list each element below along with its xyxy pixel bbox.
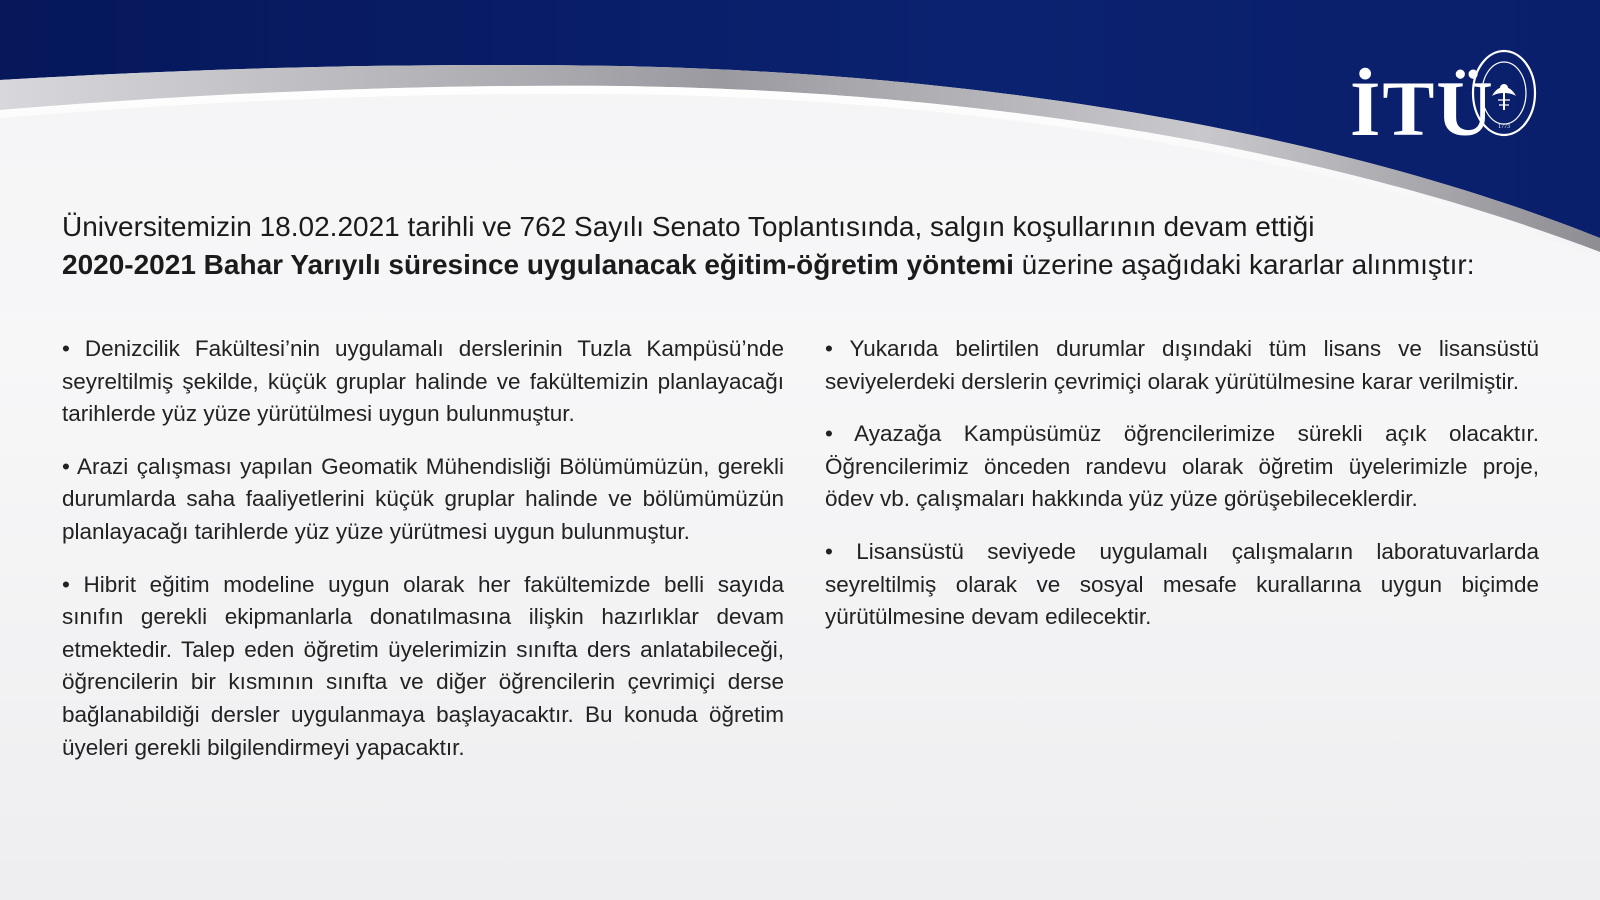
- intro-paragraph: [62, 208, 1562, 284]
- list-item: • Yukarıda belirtilen durumlar dışındaki tüm lisans ve lisansüstü seviyelerdeki derslerin çevrimiçi olarak yürütülmesine karar verilmiştir.: [825, 336, 1539, 394]
- list-item: • Denizcilik Fakültesi’nin uygulamalı derslerinin Tuzla Kampüsü’nde seyreltilmiş şekilde, küçük gruplar halinde ve fakültemizin planlayacağı tarihlerde yüz yüze yürütülmesi uygun bulunmuştur.: [62, 336, 784, 427]
- list-item: • Lisansüstü seviyede uygulamalı çalışmaların laboratuvarlarda seyreltilmiş olarak ve sosyal mesafe kurallarına uygun biçimde yürütülmesine devam edilecektir.: [825, 538, 1539, 630]
- intro-bold-text: 2020-2021 Bahar Yarıyılı süresince uygulanacak eğitim-öğretim yöntemi: [62, 249, 1014, 280]
- list-item: • Arazi çalışması yapılan Geomatik Mühendisliği Bölümümüzün, gerekli durumlarda saha faaliyetlerini küçük gruplar halinde ve bölümümüzün planlayacağı tarihlerde yüz yüze yürütmesi uygun bulunmuştur.: [62, 453, 784, 544]
- list-item: • Ayazağa Kampüsümüz öğrencilerimize sürekli açık olacaktır. Öğrencilerimiz önceden randevu olarak öğretim üyelerimizle proje, ödev vb. çalışmaları hakkında yüz yüze görüşebileceklerdir.: [825, 421, 1539, 512]
- university-seal-icon: [1470, 48, 1538, 138]
- intro-text-part2: üzerine aşağıdaki kararlar alınmıştır:: [1013, 249, 1475, 280]
- svg-text:1773: 1773: [1498, 124, 1510, 130]
- right-column: [825, 333, 1539, 654]
- intro-text-part1: Üniversitemizin 18.02.2021 tarihli ve 762 Sayılı Senato Toplantısında, salgın koşullarının devam ettiği: [62, 211, 1315, 242]
- left-column: [62, 333, 784, 784]
- itu-logo-text: İTÜ: [1350, 65, 1495, 152]
- list-item: • Hibrit eğitim modeline uygun olarak her fakültemizde belli sayıda sınıfın gerekli ekipmanlarla donatılmasına ilişkin hazırlıklar devam etmektedir. Talep eden öğretim üyelerimizin sınıfta ders anlatabileceği, öğrencilerin bir kısmının sınıfta ve diğer öğrencilerin çevrimiçi derse bağlanabildiği dersler uygulanmaya başlayacaktır. Bu konuda öğretim üyeleri gerekli bilgilendirmeyi yapacaktır.: [62, 571, 784, 760]
